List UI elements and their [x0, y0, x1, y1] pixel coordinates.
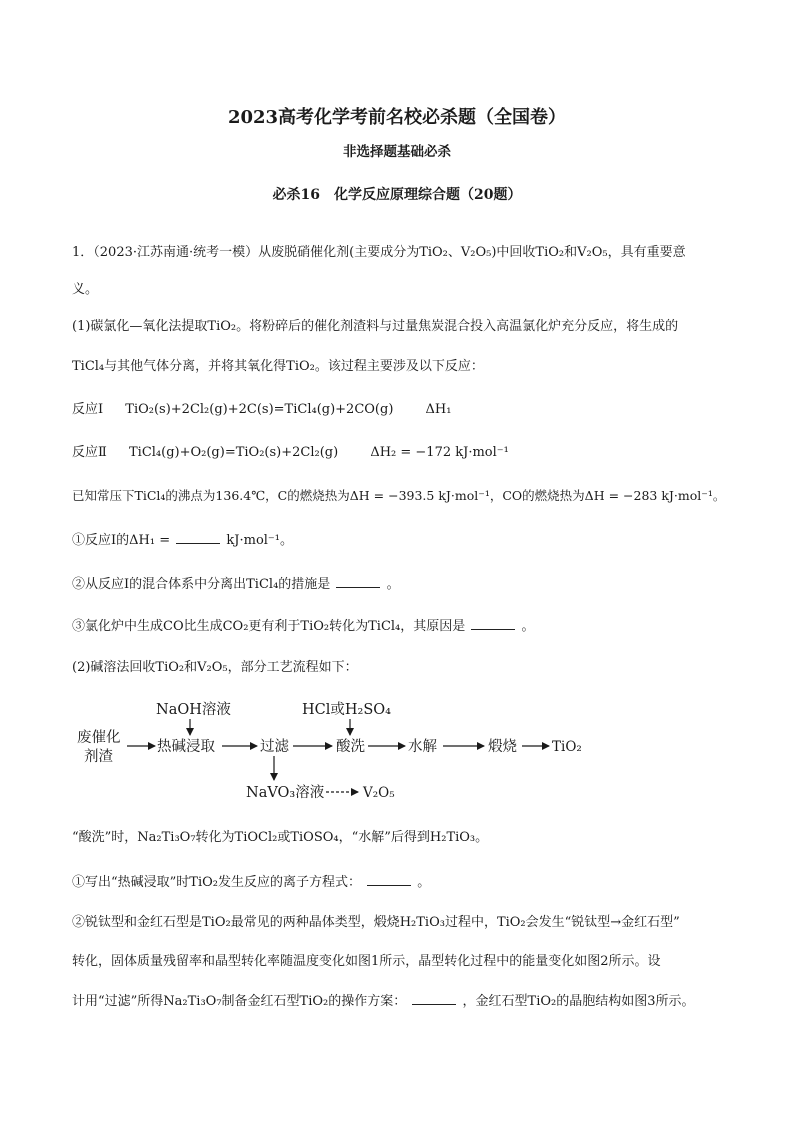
- reaction-1-equation: TiO₂(s)+2Cl₂(g)+2C(s)=TiCl₄(g)+2CO(g): [125, 402, 394, 417]
- flow-node-hot-alkali-leach: 热碱浸取: [157, 739, 215, 755]
- subquestion-1-unit: kJ·mol⁻¹。: [226, 533, 293, 548]
- reaction-2: [72, 444, 509, 462]
- known-data: 已知常压下TiCl₄的沸点为136.4℃，C的燃烧热为ΔH = −393.5 kJ·mol⁻¹，CO的燃烧热为ΔH = −283 kJ·mol⁻¹。: [72, 488, 726, 503]
- flow-input-acid: HCl或H₂SO₄: [302, 702, 391, 718]
- flow-byproduct-navo3: NaVO₃溶液: [246, 785, 325, 801]
- answer-blank[interactable]: [176, 531, 220, 544]
- subquestion-5-text: 计用“过滤”所得Na₂Ti₃O₇制备金红石型TiO₂的操作方案：: [72, 994, 407, 1009]
- answer-blank[interactable]: [336, 575, 380, 588]
- subquestion-5-end: ，金红石型TiO₂的晶胞结构如图3所示。: [462, 994, 695, 1009]
- part2-line: (2)碱溶法回收TiO₂和V₂O₅，部分工艺流程如下：: [72, 660, 358, 675]
- subquestion-4-end: 。: [417, 875, 431, 890]
- reaction-1: [72, 401, 451, 419]
- reaction-2-label: 反应Ⅱ: [72, 445, 107, 460]
- subquestion-1-text: ①反应Ⅰ的ΔH₁ =: [72, 533, 171, 548]
- reaction-1-label: 反应Ⅰ: [72, 402, 104, 417]
- subquestion-5-line3: [72, 992, 695, 1011]
- process-flow-diagram: [60, 694, 620, 812]
- subquestion-2-text: ②从反应Ⅰ的混合体系中分离出TiCl₄的措施是: [72, 577, 331, 592]
- subquestion-4: [72, 873, 430, 892]
- part1-line2: TiCl₄与其他气体分离，并将其氧化得TiO₂。该过程主要涉及以下反应：: [72, 359, 484, 374]
- flow-node-filter: 过滤: [260, 739, 289, 755]
- subquestion-3-text: ③氯化炉中生成CO比生成CO₂更有利于TiO₂转化为TiCl₄，其原因是: [72, 619, 466, 634]
- acid-wash-note: “酸洗”时，Na₂Ti₃O₇转化为TiOCl₂或TiOSO₄，“水解”后得到H₂TiO₃。: [72, 830, 489, 845]
- reaction-2-enthalpy: ΔH₂ = −172 kJ·mol⁻¹: [370, 445, 509, 460]
- flow-node-waste-catalyst-2: 剂渣: [84, 749, 113, 765]
- subquestion-5-line2: 转化，固体质量残留率和晶型转化率随温度变化如图1所示，晶型转化过程中的能量变化如图2所示。设: [72, 954, 661, 969]
- flow-node-calcination: 煅烧: [488, 739, 517, 755]
- subquestion-2: [72, 575, 400, 594]
- flow-input-naoh: NaOH溶液: [156, 702, 231, 718]
- flow-product-v2o5: V₂O₅: [363, 785, 395, 801]
- page-subtitle: 非选择题基础必杀: [343, 144, 451, 160]
- flow-node-hydrolysis: 水解: [408, 739, 437, 755]
- flow-node-waste-catalyst-1: 废催化: [77, 730, 121, 746]
- section-title: 必杀16 化学反应原理综合题（20题）: [272, 187, 522, 203]
- page-title: 2023高考化学考前名校必杀题（全国卷）: [227, 107, 567, 128]
- flow-node-acid-wash: 酸洗: [336, 739, 365, 755]
- question-intro-line1: 1．（2023·江苏南通·统考一模）从废脱硝催化剂(主要成分为TiO₂、V₂O₅)中回收TiO₂和V₂O₅，具有重要意: [72, 245, 686, 260]
- question-intro-line2: 义。: [72, 282, 99, 297]
- answer-blank[interactable]: [471, 617, 515, 630]
- reaction-1-enthalpy: ΔH₁: [425, 402, 452, 417]
- subquestion-4-text: ①写出“热碱浸取”时TiO₂发生反应的离子方程式：: [72, 875, 361, 890]
- answer-blank[interactable]: [367, 873, 411, 886]
- flow-product-tio2: TiO₂: [552, 739, 582, 755]
- subquestion-3: [72, 617, 535, 636]
- subquestion-1: [72, 531, 293, 550]
- subquestion-2-end: 。: [386, 577, 400, 592]
- reaction-2-equation: TiCl₄(g)+O₂(g)=TiO₂(s)+2Cl₂(g): [128, 445, 339, 460]
- subquestion-5-line1: ②锐钛型和金红石型是TiO₂最常见的两种晶体类型，煅烧H₂TiO₃过程中，TiO₂会发生“锐钛型→金红石型”: [72, 915, 680, 930]
- subquestion-3-end: 。: [521, 619, 535, 634]
- answer-blank[interactable]: [412, 992, 456, 1005]
- part1-line1: (1)碳氯化—氧化法提取TiO₂。将粉碎后的催化剂渣料与过量焦炭混合投入高温氯化炉充分反应，将生成的: [72, 319, 679, 334]
